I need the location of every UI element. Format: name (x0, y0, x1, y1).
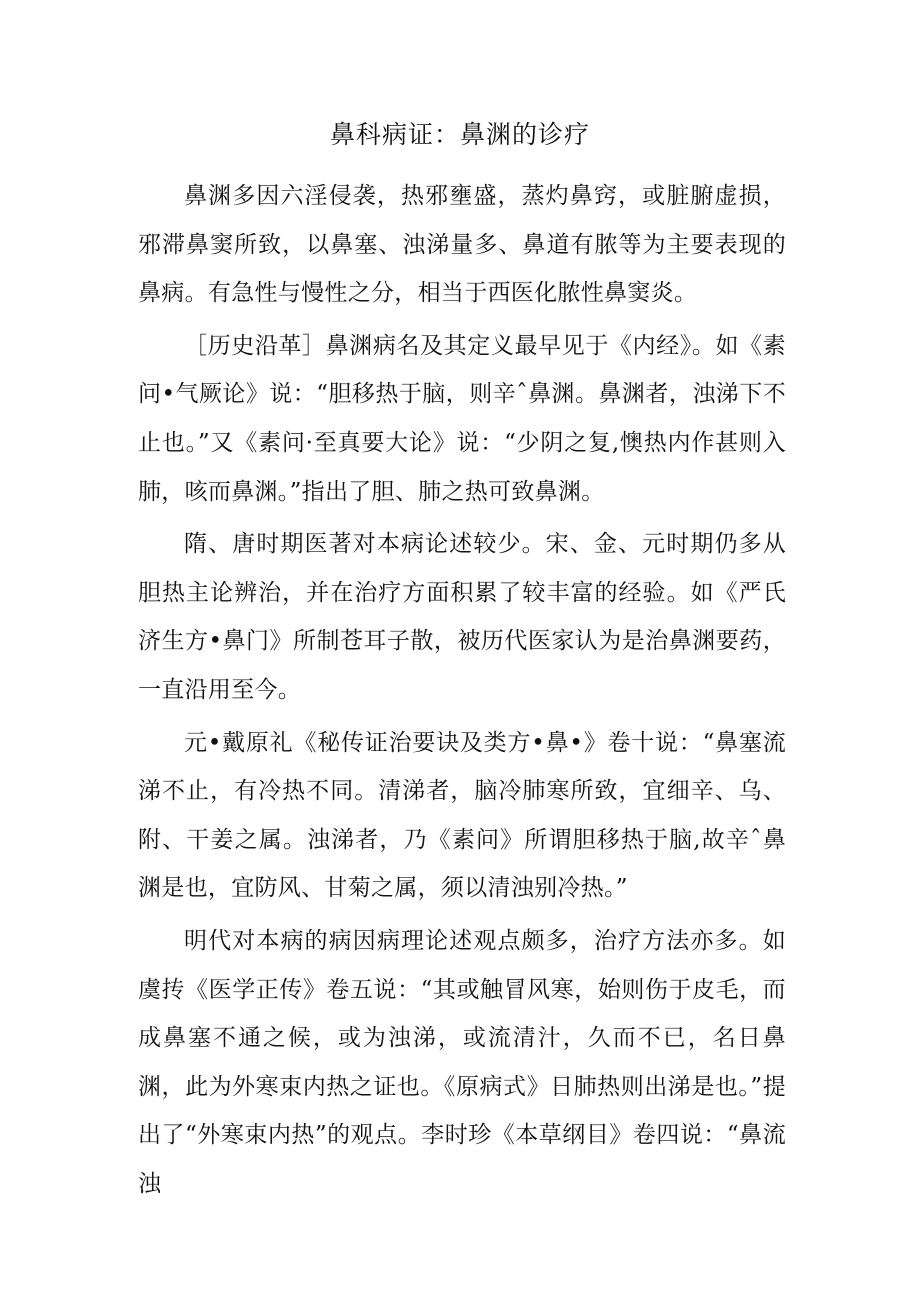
document-title: 鼻科病证：鼻渊的诊疗 (329, 120, 590, 149)
document-body (138, 172, 786, 1212)
paragraph-overview: 鼻渊多因六淫侵袭，热邪壅盛，蒸灼鼻窍，或脏腑虚损，邪滞鼻窦所致，以鼻塞、浊涕量多、鼻道有脓等为主要表现的鼻病。有急性与慢性之分，相当于西医化脓性鼻窦炎。 (138, 183, 786, 307)
paragraph-yuan-dynasty: 元•戴原礼《秘传证治要诀及类方•鼻•》卷十说：“鼻塞流涕不止，有冷热不同。清涕者，脑冷肺寒所致，宜细辛、乌、附、干姜之属。浊涕者，乃《素问》所谓胆移热于脑,故辛ˆ鼻渊是也，宜防风、甘菊之属，须以清浊别冷热。” (138, 729, 786, 902)
paragraph-history: ［历史沿革］鼻渊病名及其定义最早见于《内经》。如《素问•气厥论》说：“胆移热于脑，则辛ˆ鼻渊。鼻渊者，浊涕下不止也。”又《素问·至真要大论》说：“少阴之复,懊热内作甚则入肺，咳而鼻渊。”指出了胆、肺之热可致鼻渊。 (138, 332, 786, 505)
paragraph-sui-tang-song: 隋、唐时期医著对本病论述较少。宋、金、元时期仍多从胆热主论辨治，并在治疗方面积累了较丰富的经验。如《严氏济生方•鼻门》所制苍耳子散，被历代医家认为是治鼻渊要药，一直沿用至今。 (138, 531, 786, 703)
paragraph-ming-dynasty: 明代对本病的病因病理论述观点颇多，治疗方法亦多。如虞抟《医学正传》卷五说：“其或触冒风寒，始则伤于皮毛，而成鼻塞不通之候，或为浊涕，或流清汁，久而不已，名日鼻渊，此为外寒束内热之证也。《原病式》日肺热则出涕是也。”提出了“外寒束内热”的观点。李时珍《本草纲目》卷四说：“鼻流浊 (138, 927, 786, 1197)
